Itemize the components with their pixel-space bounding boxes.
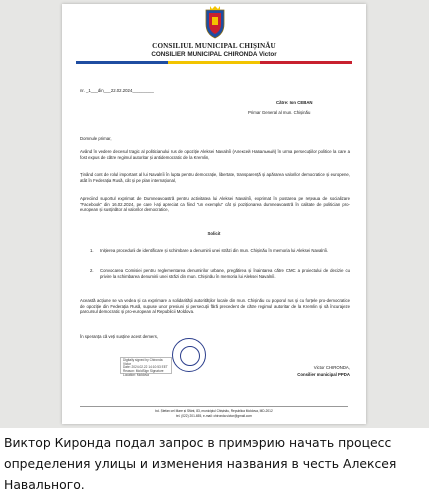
solicit-heading: Solicit <box>207 231 221 236</box>
closing-line: În speranța că veți susține acest demers, <box>80 334 159 339</box>
digital-signature-line: Location: Moldova <box>123 372 149 377</box>
footer-divider <box>80 406 348 407</box>
tricolor-line <box>76 61 352 64</box>
salutation: Domnule primar, <box>80 136 112 141</box>
digital-signature-line: Date: 2024.02.22 14:10:53 EET <box>123 365 168 370</box>
request-item-2: Convocarea Comisiei pentru reglementarea denumirilor urbane, pregătirea și înaintarea către CMC a proiectului de decizie cu privire la schimbarea denumirii unei străzi din mun. Chișinău în memoria lui Aleksei Navalnîi. <box>100 268 350 279</box>
reference-number: nr. _1___din___22.02.2024_________ <box>80 88 154 93</box>
signer-name: Victor CHIRONDA, <box>313 365 350 370</box>
digital-signature-line: Digitally signed by Chironda Victor <box>123 358 163 366</box>
item-number-1: 1. <box>90 248 94 253</box>
item-number-2: 2. <box>90 268 94 273</box>
paragraph-4: Această acțiune se va vedea și ca exprimare a solidarității autorităților locale din mun. Chișinău cu poporul rus și cu forțele pro-democratice de opoziție din Federația Rusă, supuse unor presiuni și persecuții fără precedent de către regimul autoritar de la Kremlin și să încurajeze parcursul democratic și pro-european al Republicii Moldova. <box>80 298 350 315</box>
digital-signature-line: Reason: MoldSign Signature <box>123 369 164 374</box>
footer-contact: tel. (022) 201-655, e-mail: chironda.victor@gmail.com <box>176 414 252 418</box>
photo-caption: Виктор Киронда подал запрос в примэрию начать процесс определения улицы и изменения названия в честь Алексея Навального. <box>4 435 397 492</box>
paragraph-2: Ținând cont de rolul important al lui Navalnîi în lupta pentru democrație, libertate, transparență și apărarea valorilor democratice și europene, atât în Federația Rusă, cât și pe plan internațional, <box>80 172 350 183</box>
paragraph-1: Având în vedere decesul tragic al politicianului rus de opoziție Aleksei Navalnîi (Алексей Навальный) în urma persecuțiilor politice la care a fost expus de către regimul autoritar și antidemocratic de la Kremlin, <box>80 149 350 160</box>
request-item-1: Inițierea procedurii de identificare și schimbare a denumirii unei străzi din mun. Chișinău în memoria lui Aleksei Navalnîi. <box>100 248 329 253</box>
letter-page <box>62 4 366 424</box>
councilor-name: CONSILIER MUNICIPAL CHIRONDA Victor <box>151 51 277 58</box>
recipient-name: Către: Ion CEBAN <box>276 100 313 105</box>
coat-of-arms-icon <box>200 6 230 40</box>
council-title: CONSILIUL MUNICIPAL CHIȘINĂU <box>152 42 276 50</box>
paragraph-3: Apreciind suportul exprimat de Dumneavoastră pentru activitatea lui Aleksei Navalnîi, exprimat în postarea pe rețeaua de socializare "Facebook" din 16.02.2024, pe care l-ați apreciat ca fiind "un exemplu" cât și poziționarea dumneavoastră în calitate de politician pro-european și susținător al valorilor democratice, <box>80 196 350 213</box>
footer-address: bd. Ștefan cel Mare și Sfânt, 83, municipiul Chișinău, Republica Moldova, MD-2012 <box>155 409 273 413</box>
signer-role: Consilier municipal PPDA <box>297 372 350 377</box>
recipient-role: Primar General al mun. Chișinău <box>248 110 311 115</box>
